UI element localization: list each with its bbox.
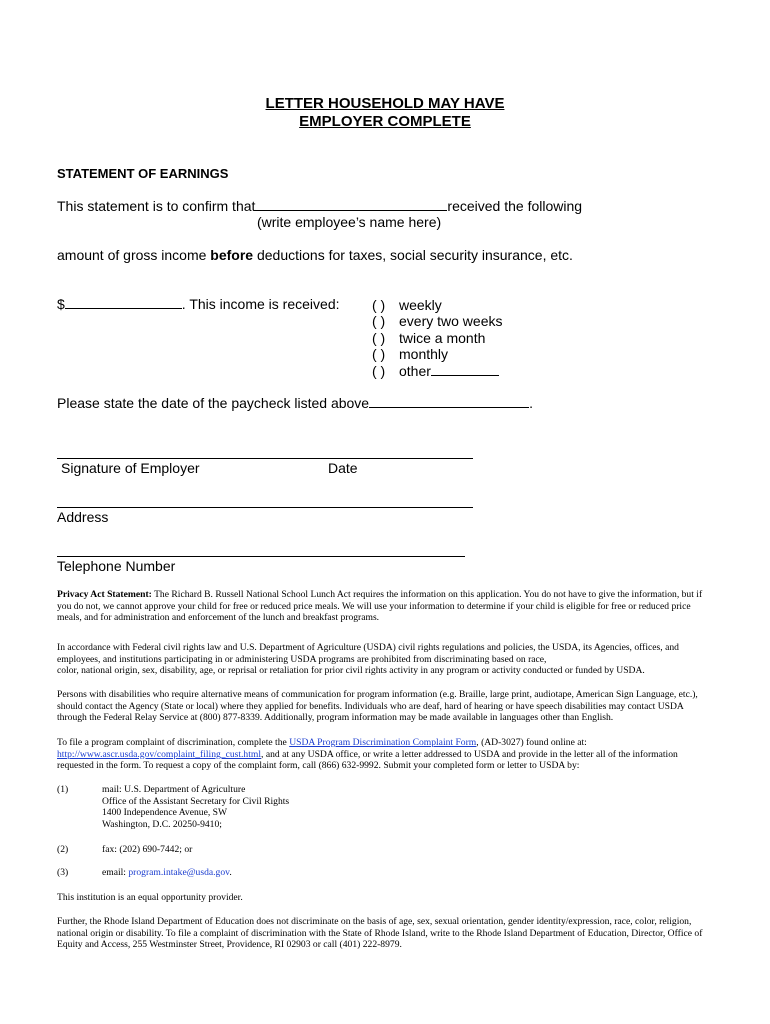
paycheck-end: . — [529, 395, 533, 411]
signature-label: Signature of Employer — [61, 460, 200, 476]
option-every-two-weeks[interactable] — [372, 313, 502, 329]
income-amount-line — [57, 296, 340, 313]
option-checkbox[interactable]: ( ) — [372, 313, 386, 330]
option-label: weekly — [399, 297, 442, 313]
option-checkbox[interactable]: ( ) — [372, 329, 386, 346]
gross-suffix: deductions for taxes, social security insurance, etc. — [253, 247, 573, 263]
telephone-line[interactable] — [57, 556, 465, 557]
paycheck-date-line — [57, 395, 533, 412]
option-checkbox[interactable]: ( ) — [372, 346, 386, 363]
currency-sign: $ — [57, 296, 65, 312]
email-prefix: email: — [102, 867, 129, 878]
complaint-form-link[interactable]: USDA Program Discrimination Complaint Form — [289, 737, 477, 748]
complaint-text-a: To file a program complaint of discrimination, complete the — [57, 737, 290, 748]
other-blank[interactable] — [431, 363, 499, 376]
option-other[interactable] — [372, 363, 502, 379]
complaint-paragraph — [57, 737, 715, 772]
employee-name-hint: (write employee’s name here) — [257, 214, 442, 230]
section-heading: STATEMENT OF EARNINGS — [57, 166, 229, 181]
option-label: other — [399, 362, 431, 379]
method-number: (2) — [57, 844, 69, 855]
title-line-1: LETTER HOUSEHOLD MAY HAVE — [265, 95, 505, 112]
mail-line: Washington, D.C. 20250-9410; — [102, 818, 222, 830]
complaint-text-b: , (AD-3027) found online at: — [476, 737, 587, 748]
income-received-label: . This income is received: — [181, 296, 340, 312]
complaint-text-c: , and at any USDA office, or write a letter addressed to USDA and provide in the letter all of the information requested in the form. To request a copy of the complaint form, call (866) 632-9992. Submit your completed form or letter to USDA by: — [57, 748, 678, 771]
option-monthly[interactable] — [372, 346, 502, 362]
method-number: (1) — [57, 784, 69, 795]
civil-rights-paragraph — [57, 642, 715, 677]
method-number: (3) — [57, 867, 69, 878]
option-label: twice a month — [399, 329, 486, 346]
employee-name-blank[interactable] — [255, 198, 447, 211]
option-checkbox[interactable]: ( ) — [372, 297, 386, 313]
gross-bold-word: before — [210, 247, 254, 263]
email-link[interactable]: program.intake@usda.gov — [128, 867, 230, 878]
date-label: Date — [328, 460, 358, 476]
address-label: Address — [57, 509, 109, 525]
mail-line: Office of the Assistant Secretary for Civil Rights — [102, 795, 290, 807]
email-suffix: . — [229, 867, 232, 878]
civil-rights-text: In accordance with Federal civil rights law and U.S. Department of Agriculture (USDA) civil rights regulations and policies, the USDA, its Agencies, offices, and employees, and institutions participating in or administering USDA programs are prohibited from discriminating based on race, — [57, 642, 679, 665]
paycheck-label: Please state the date of the paycheck listed above — [57, 395, 370, 411]
paycheck-date-blank[interactable] — [369, 395, 529, 408]
mail-address — [102, 784, 289, 830]
signature-line[interactable] — [57, 458, 473, 459]
mail-line: mail: U.S. Department of Agriculture — [102, 784, 246, 795]
option-checkbox[interactable]: ( ) — [372, 362, 386, 379]
gross-income-line — [57, 247, 573, 264]
address-line[interactable] — [57, 507, 473, 508]
fax-line: fax: (202) 690-7442; or — [102, 844, 193, 855]
mail-line: 1400 Independence Avenue, SW — [102, 807, 228, 818]
option-label: every two weeks — [399, 313, 503, 330]
frequency-options — [372, 297, 502, 379]
privacy-text: The Richard B. Russell National School Lunch Act requires the information on this application. You do not have to give the information, but if you do not, we cannot approve your child for free or reduced price meals. We will use your information to determine if your child is eligible for free or reduced price meals, and for administration and enforcement of the lunch and breakfast programs. — [57, 589, 703, 623]
gross-prefix: amount of gross income — [57, 247, 211, 263]
privacy-statement — [57, 589, 715, 624]
confirm-line — [57, 198, 582, 215]
option-label: monthly — [399, 346, 449, 363]
complaint-url-link[interactable]: http://www.ascr.usda.gov/complaint_filing_cust.html — [57, 748, 262, 760]
rhode-island-statement: Further, the Rhode Island Department of Education does not discriminate on the basis of age, sex, sexual orientation, gender identity/expression, race, color, religion, national origin or disability. To file a complaint of discrimination with the State of Rhode Island, write to the Rhode Island Department of Education, Director, Office of Equity and Access, 255 Westminster Street, Providence, RI 02903 or call (401) 222-8979. — [57, 916, 703, 950]
telephone-label: Telephone Number — [57, 558, 176, 574]
option-twice-a-month[interactable] — [372, 330, 502, 346]
confirm-suffix: received the following — [447, 198, 583, 214]
disabilities-paragraph: Persons with disabilities who require alternative means of communication for program information (e.g. Braille, large print, audiotape, American Sign Language, etc.), should contact the Agency (State or local) where they applied for benefits. Individuals who are deaf, hard of hearing or have speech disabilities may contact USDA through the Federal Relay Service at (800) 877-8339. Additionally, program information may be made available in languages other than English. — [57, 689, 698, 723]
civil-rights-text-2: color, national origin, sex, disability, age, or reprisal or retaliation for prior civil rights activity in any program or activity conducted or funded by USDA. — [57, 665, 645, 676]
income-amount-blank[interactable] — [65, 296, 182, 309]
email-line — [102, 867, 232, 879]
option-weekly[interactable] — [372, 297, 502, 313]
confirm-prefix: This statement is to confirm that — [57, 198, 256, 214]
privacy-lead: Privacy Act Statement: — [57, 589, 152, 600]
title-line-2: EMPLOYER COMPLETE — [299, 113, 471, 130]
equal-opportunity-statement: This institution is an equal opportunity provider. — [57, 892, 243, 903]
